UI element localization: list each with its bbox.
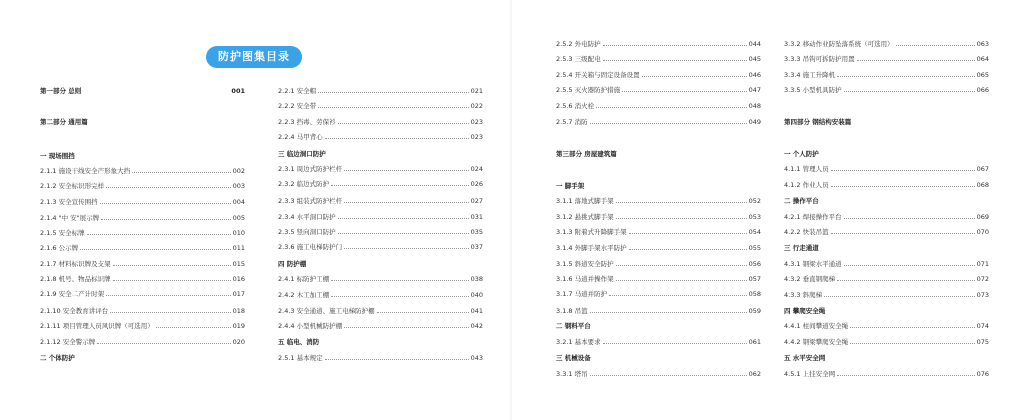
toc-leader-dots (328, 149, 481, 156)
toc-page-number: 024 (470, 165, 483, 173)
toc-leader-dots (331, 289, 468, 297)
toc-section-heading (278, 336, 483, 348)
toc-section-heading (278, 148, 483, 160)
toc-entry-label: 4.2.1 焊接操作平台 (784, 213, 842, 221)
toc-leader-dots (377, 305, 469, 313)
toc-entry-label: 2.5.1 基本规定 (278, 354, 323, 362)
toc-section-heading (556, 320, 761, 332)
toc-page-number: 011 (232, 244, 245, 252)
toc-entry-label: 4.3.2 垂直钢爬梯 (784, 275, 836, 283)
toc-entry-label: 2.2.1 安全帽 (278, 87, 317, 95)
toc-entry-label: 一 现场围挡 (40, 152, 75, 160)
toc-page-number: 074 (976, 322, 989, 330)
toc-leader-dots (896, 38, 975, 46)
toc-leader-dots (844, 211, 975, 219)
toc-entry (278, 352, 483, 364)
toc-entry-label: 2.2.2 安全带 (278, 102, 317, 110)
toc-entry-label: 2.5.5 灭火器防护措施 (556, 86, 621, 94)
toc-entry-label: 二 操作平台 (784, 197, 819, 205)
toc-leader-dots (344, 195, 468, 203)
toc-section-heading (40, 150, 245, 162)
toc-page-number: 002 (232, 167, 245, 175)
toc-page-number: 017 (232, 290, 245, 298)
toc-leader-dots (616, 211, 747, 219)
toc-entry-label: 一 个人防护 (784, 150, 819, 158)
toc-leader-dots (837, 368, 974, 376)
toc-leader-dots (156, 320, 231, 328)
toc-entry (40, 242, 245, 254)
toc-leader-dots (590, 116, 747, 124)
toc-leader-dots (609, 288, 746, 296)
toc-page-number: 064 (976, 55, 989, 63)
toc-page-number: 003 (232, 182, 245, 190)
toc-page-number: 019 (232, 322, 245, 330)
toc-leader-dots (90, 117, 243, 124)
toc-entry (556, 258, 761, 270)
toc-page-number: 049 (748, 118, 761, 126)
toc-page-number: 038 (470, 275, 483, 283)
toc-page-number: 016 (232, 275, 245, 283)
toc-leader-dots (344, 241, 468, 249)
toc-section-heading (784, 305, 989, 317)
toc-leader-dots (853, 117, 987, 124)
toc-entry (784, 273, 989, 285)
toc-entry-label: 2.3.3 组装式防护栏杆 (278, 197, 343, 205)
toc-page-number: 072 (976, 275, 989, 283)
toc-page-number: 062 (748, 370, 761, 378)
toc-leader-dots (325, 352, 469, 360)
toc-entry (556, 38, 761, 50)
toc-leader-dots (629, 242, 747, 250)
toc-page-number: 043 (470, 354, 483, 362)
toc-entry-label: 五 临电、消防 (278, 338, 320, 346)
toc-leader-dots (325, 131, 469, 139)
toc-leader-dots (106, 180, 230, 188)
page-title: 防护图集目录 (206, 46, 302, 68)
toc-leader-dots (83, 86, 229, 93)
toc-entry (784, 53, 989, 65)
toc-section-heading (556, 352, 761, 364)
toc-page-number: 018 (232, 307, 245, 315)
toc-entry-label: 三 行走通道 (784, 244, 819, 252)
toc-page-number: 071 (976, 260, 989, 268)
toc-entry (40, 273, 245, 285)
toc-leader-dots (80, 242, 230, 250)
toc-entry-label: 四 防护棚 (278, 260, 307, 268)
toc-leader-dots (331, 178, 468, 186)
toc-page-number: 070 (976, 228, 989, 236)
toc-part-heading (784, 116, 989, 128)
toc-leader-dots (603, 336, 747, 344)
toc-entry-label: 3.1.4 外脚手架水平防护 (556, 244, 627, 252)
toc-entry-label: 4.4.1 柱间攀道安全绳 (784, 322, 849, 330)
toc-leader-dots (850, 336, 974, 344)
toc-entry (784, 336, 989, 348)
toc-entry-label: 3.3.5 小型机具防护 (784, 86, 842, 94)
toc-section-heading (556, 180, 761, 192)
toc-entry-label: 2.1.11 项目管理人员风识牌（可选用） (40, 322, 154, 330)
toc-leader-dots (821, 196, 987, 203)
toc-page-number: 059 (748, 307, 761, 315)
toc-entry-label: 4.1.1 管理人员 (784, 165, 829, 173)
toc-page-number: 015 (232, 260, 245, 268)
toc-entry (278, 178, 483, 190)
toc-entry (278, 273, 483, 285)
toc-page-number: 057 (748, 275, 761, 283)
toc-entry (556, 288, 761, 300)
toc-entry-label: 2.5.7 消防 (556, 118, 588, 126)
toc-leader-dots (857, 53, 975, 61)
toc-entry-label: 2.3.5 竖向洞口防护 (278, 228, 336, 236)
toc-leader-dots (616, 273, 747, 281)
toc-leader-dots (590, 305, 747, 313)
toc-leader-dots (593, 321, 759, 328)
toc-leader-dots (821, 149, 987, 156)
toc-entry (556, 69, 761, 81)
toc-entry (278, 195, 483, 207)
toc-entry (784, 69, 989, 81)
toc-leader-dots (132, 165, 230, 173)
toc-entry-label: 二 钢料平台 (556, 322, 591, 330)
toc-entry (556, 116, 761, 128)
toc-entry (40, 288, 245, 300)
toc-leader-dots (622, 84, 746, 92)
toc-entry (278, 289, 483, 301)
toc-entry (278, 320, 483, 332)
toc-entry-label: 2.1.12 安全警示牌 (40, 338, 96, 346)
toc-entry-label: 2.2.3 挡毒、劳保衫 (278, 118, 336, 126)
toc-entry-label: 一 脚手架 (556, 182, 585, 190)
toc-entry (556, 336, 761, 348)
toc-entry-label: 2.4.1 标防护工棚 (278, 275, 330, 283)
toc-entry-label: 2.4.4 小型机械防护棚 (278, 322, 343, 330)
toc-leader-dots (616, 195, 747, 203)
right-page (512, 0, 1024, 420)
toc-entry-label: 2.1.9 安全二产计时架 (40, 290, 105, 298)
toc-leader-dots (586, 181, 759, 188)
toc-entry-label: 3.2.1 基本要求 (556, 338, 601, 346)
toc-page-number: 027 (470, 197, 483, 205)
toc-leader-dots (824, 289, 974, 297)
toc-entry (40, 196, 245, 208)
toc-entry (40, 320, 245, 332)
toc-section-heading (784, 352, 989, 364)
toc-entry-label: 3.1.2 悬挑式脚手架 (556, 213, 614, 221)
toc-leader-dots (831, 179, 975, 187)
toc-entry-label: 第二部分 通用篇 (40, 118, 88, 126)
toc-leader-dots (110, 305, 230, 313)
toc-entry (40, 180, 245, 192)
toc-page-number: 010 (232, 229, 245, 237)
toc-entry-label: 2.3.1 周边式防护栏杆 (278, 165, 343, 173)
toc-entry (278, 85, 483, 97)
toc-leader-dots (629, 226, 747, 234)
toc-page-number: 037 (470, 243, 483, 251)
toc-leader-dots (616, 258, 747, 266)
toc-leader-dots (837, 69, 974, 77)
toc-entry-label: 2.3.2 临边式防护 (278, 180, 330, 188)
toc-entry (40, 305, 245, 317)
toc-leader-dots (827, 353, 987, 360)
toc-entry-label: 二 个体防护 (40, 354, 75, 362)
toc-entry-label: 3.1.1 落地式脚手架 (556, 197, 614, 205)
toc-entry-label: 2.1.5 安全标牌 (40, 229, 85, 237)
toc-entry-label: 4.4.2 钢梁攀爬安全绳 (784, 338, 849, 346)
toc-section-heading (784, 242, 989, 254)
toc-leader-dots (831, 163, 975, 171)
toc-entry-label: 2.1.4 "中 安"展示牌 (40, 214, 100, 222)
toc-leader-dots (850, 320, 974, 328)
toc-leader-dots (837, 273, 974, 281)
toc-page-number: 075 (976, 338, 989, 346)
toc-leader-dots (596, 100, 746, 108)
toc-leader-dots (106, 288, 230, 296)
toc-page-number: 076 (976, 370, 989, 378)
toc-entry (556, 195, 761, 207)
toc-page-number: 063 (976, 40, 989, 48)
toc-entry (278, 116, 483, 128)
toc-part-heading (40, 85, 245, 97)
toc-entry (784, 84, 989, 96)
toc-section-heading (40, 352, 245, 364)
toc-entry (40, 165, 245, 177)
toc-entry (784, 258, 989, 270)
toc-page-number: 023 (470, 118, 483, 126)
toc-page-number: 046 (748, 71, 761, 79)
toc-entry (556, 368, 761, 380)
toc-entry (784, 211, 989, 223)
toc-entry-label: 2.1.2 安全标识形完样 (40, 182, 105, 190)
toc-leader-dots (113, 273, 231, 281)
toc-page-number: 023 (470, 133, 483, 141)
toc-entry (556, 242, 761, 254)
toc-entry-label: 2.3.6 施工电梯防护门 (278, 243, 343, 251)
toc-entry-label: 2.4.3 安全通道、施工电梯防护棚 (278, 307, 375, 315)
toc-leader-dots (603, 53, 747, 61)
toc-page-number: 045 (748, 55, 761, 63)
toc-page-number: 047 (748, 86, 761, 94)
toc-entry-label: 2.2.4 马甲背心 (278, 133, 323, 141)
toc-page-number: 004 (232, 198, 245, 206)
toc-entry (556, 273, 761, 285)
toc-entry (556, 84, 761, 96)
toc-entry-label: 2.5.6 消火栓 (556, 102, 595, 110)
toc-leader-dots (318, 100, 468, 108)
toc-entry-label: 3.3.4 施工升降机 (784, 71, 836, 79)
toc-leader-dots (308, 259, 481, 266)
toc-leader-dots (642, 69, 747, 77)
toc-leader-dots (344, 163, 468, 171)
toc-page-number: 055 (748, 244, 761, 252)
toc-leader-dots (593, 353, 759, 360)
toc-entry-label: 2.1.8 机号、物品标识牌 (40, 275, 111, 283)
toc-entry-label: 3.3.3 吊钩可拆防护用置 (784, 55, 855, 63)
toc-leader-dots (619, 149, 759, 156)
toc-entry (278, 305, 483, 317)
toc-page-number: 001 (231, 87, 245, 95)
toc-section-heading (278, 258, 483, 270)
toc-leader-dots (827, 306, 987, 313)
toc-page-number: 066 (976, 86, 989, 94)
toc-entry (556, 100, 761, 112)
toc-entry-label: 2.5.3 三级配电 (556, 55, 601, 63)
toc-page-number: 067 (976, 165, 989, 173)
toc-page-number: 061 (748, 338, 761, 346)
toc-entry-label: 2.1.3 安全宣传围挡 (40, 198, 98, 206)
toc-entry (40, 212, 245, 224)
toc-entry-label: 2.1.10 安全教育讲评台 (40, 307, 109, 315)
toc-leader-dots (101, 212, 230, 220)
toc-leader-dots (318, 85, 468, 93)
toc-entry-label: 2.1.7 材料标识牌及支架 (40, 260, 111, 268)
toc-entry (278, 131, 483, 143)
toc-part-heading (40, 116, 245, 128)
toc-entry (40, 258, 245, 270)
toc-entry (40, 336, 245, 348)
toc-page-number: 048 (748, 102, 761, 110)
toc-entry-label: 3.3.2 移动作业防坠落系统（可选用） (784, 40, 894, 48)
toc-leader-dots (321, 337, 481, 344)
toc-entry-label: 四 攀爬安全绳 (784, 307, 826, 315)
toc-entry (784, 368, 989, 380)
toc-entry-label: 3.1.8 吊篮 (556, 307, 588, 315)
toc-leader-dots (338, 116, 469, 124)
toc-entry-label: 3.1.3 附着式升降脚手架 (556, 228, 627, 236)
toc-entry-label: 2.5.2 外电防护 (556, 40, 601, 48)
toc-entry-label: 第四部分 钢结构安装篇 (784, 118, 852, 126)
toc-entry-label: 4.1.2 作业人员 (784, 181, 829, 189)
toc-entry-label: 2.1.6 公示牌 (40, 244, 79, 252)
toc-section-heading (784, 195, 989, 207)
toc-entry-label: 2.4.2 木工加工棚 (278, 291, 330, 299)
toc-entry-label: 3.1.7 马道并防护 (556, 290, 608, 298)
toc-page-number: 031 (470, 213, 483, 221)
toc-entry-label: 3.1.6 马道并操作架 (556, 275, 614, 283)
toc-entry (784, 163, 989, 175)
toc-leader-dots (844, 258, 975, 266)
toc-entry (556, 305, 761, 317)
toc-leader-dots (844, 84, 975, 92)
toc-page-number: 054 (748, 228, 761, 236)
toc-entry-label: 第一部分 总则 (40, 87, 82, 95)
toc-entry (556, 226, 761, 238)
toc-page-number: 058 (748, 290, 761, 298)
toc-page-number: 052 (748, 197, 761, 205)
toc-page-number: 005 (232, 214, 245, 222)
toc-entry (784, 226, 989, 238)
toc-page-number: 035 (470, 228, 483, 236)
toc-entry (278, 163, 483, 175)
toc-page-number: 044 (748, 40, 761, 48)
toc-entry (556, 211, 761, 223)
toc-page-number: 073 (976, 291, 989, 299)
toc-entry (278, 241, 483, 253)
toc-entry (278, 226, 483, 238)
toc-page-number: 065 (976, 71, 989, 79)
toc-entry (784, 289, 989, 301)
toc-entry (556, 53, 761, 65)
toc-entry-label: 2.5.4 开关箱与固定设备设置 (556, 71, 640, 79)
toc-page-number: 040 (470, 291, 483, 299)
toc-page-number: 068 (976, 181, 989, 189)
toc-entry-label: 第三部分 房屋建筑篇 (556, 150, 617, 158)
toc-entry-label: 五 水平安全网 (784, 354, 826, 362)
toc-leader-dots (590, 368, 747, 376)
toc-leader-dots (113, 258, 231, 266)
toc-entry (40, 227, 245, 239)
toc-entry (784, 38, 989, 50)
toc-leader-dots (338, 226, 469, 234)
toc-leader-dots (603, 38, 747, 46)
toc-entry-label: 4.5.1 上挂安全网 (784, 370, 836, 378)
toc-entry-label: 4.2.2 快装吊篮 (784, 228, 829, 236)
toc-leader-dots (821, 243, 987, 250)
toc-page-number: 026 (470, 180, 483, 188)
toc-entry (784, 179, 989, 191)
toc-entry-label: 2.3.4 水平洞口防护 (278, 213, 336, 221)
toc-entry-label: 4.3.1 钢梁水平通道 (784, 260, 842, 268)
toc-entry-label: 2.1.1 施设干线安全产形象大挡 (40, 167, 131, 175)
toc-leader-dots (97, 336, 230, 344)
toc-page-number: 020 (232, 338, 245, 346)
toc-leader-dots (344, 320, 468, 328)
toc-entry (278, 211, 483, 223)
toc-leader-dots (831, 226, 975, 234)
toc-entry-label: 4.3.3 斜爬梯 (784, 291, 823, 299)
toc-page-number: 053 (748, 213, 761, 221)
toc-leader-dots (100, 196, 231, 204)
toc-entry (278, 100, 483, 112)
toc-leader-dots (77, 151, 243, 158)
toc-entry-label: 三 临边洞口防护 (278, 150, 326, 158)
toc-page-number: 021 (470, 87, 483, 95)
toc-page-number: 022 (470, 102, 483, 110)
toc-entry-label: 3.3.1 塔吊 (556, 370, 588, 378)
toc-leader-dots (331, 273, 468, 281)
toc-entry-label: 三 机械设备 (556, 354, 591, 362)
toc-entry (784, 320, 989, 332)
toc-leader-dots (338, 211, 469, 219)
toc-page-number: 041 (470, 307, 483, 315)
toc-part-heading (556, 148, 761, 160)
toc-page-number: 056 (748, 260, 761, 268)
toc-page-number: 069 (976, 213, 989, 221)
toc-page-number: 042 (470, 322, 483, 330)
toc-leader-dots (87, 227, 231, 235)
toc-entry-label: 3.1.5 斜道安全防护 (556, 260, 614, 268)
toc-section-heading (784, 148, 989, 160)
toc-leader-dots (77, 353, 243, 360)
